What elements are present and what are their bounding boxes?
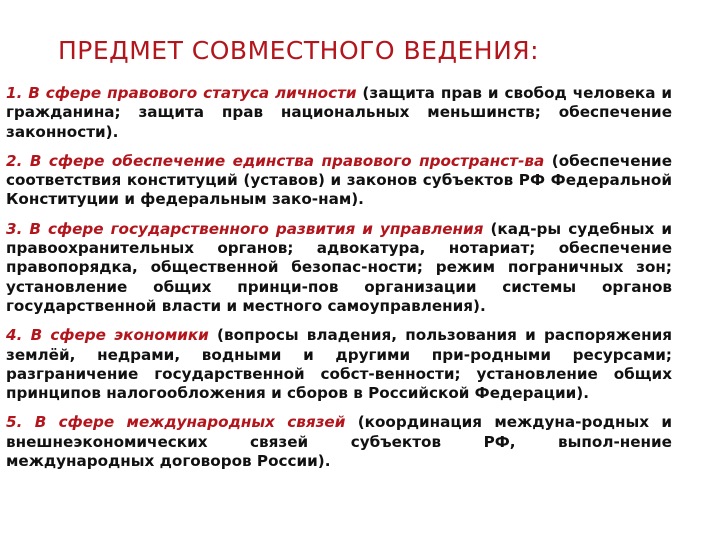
item-heading: 1. В сфере правового статуса личности [6,84,357,102]
item-text: (защита прав и свобод человека и гражданина; защита прав национальных меньшинств; обеспечение законности). [6,84,672,141]
item-text: (кад-ры судебных и правоохранительных органов; адвокатура, нотариат; обеспечение правопорядка, общественной безопас-ности; режим пограничных зон; установление общих принци-пов организации системы органов государственной власти и местного самоуправления). [6,219,672,315]
list-item [6,152,672,210]
slide-title: ПРЕДМЕТ СОВМЕСТНОГО ВЕДЕНИЯ: [58,36,540,65]
list-item [6,413,672,471]
item-text: (координация междуна-родных и внешнеэкономических связей субъектов РФ, выпол-нение международных договоров России). [6,413,672,471]
item-heading: 5. В сфере международных связей [6,413,346,432]
list-item [6,326,672,403]
list-item [6,84,672,142]
list-item [6,220,672,316]
item-text: (вопросы владения, пользования и распоряжения землёй, недрами, водными и другими при-родными ресурсами; разграничение государственной собст-венности; установление общих принципов налогообложения и сборов в Российской Федерации). [6,326,672,403]
item-heading: 3. В сфере государственного развития и управления [6,219,484,238]
item-heading: 2. В сфере обеспечение единства правового пространст-ва [6,151,545,170]
content-body [6,84,672,481]
item-heading: 4. В сфере экономики [6,326,209,345]
item-text: (обеспечение соответствия конституций (уставов) и законов субъектов РФ Федеральной Конституции и федеральным зако-нам). [6,151,673,209]
